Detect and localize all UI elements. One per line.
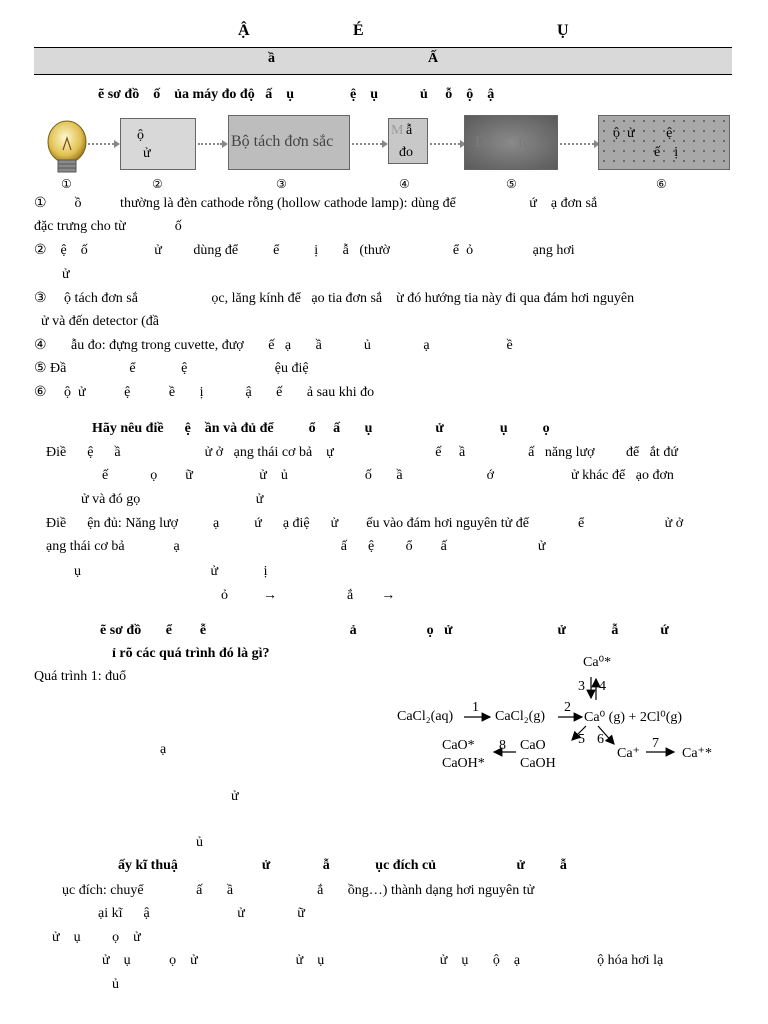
- scheme-cacl2-aq: CaCl₂(aq): [397, 709, 454, 724]
- q2-line-5: ạng thái cơ bả ạ ấ ệ ổ ấ ử: [46, 539, 546, 554]
- doc-title-part-3: Ụ: [557, 22, 569, 39]
- box-3-label: Bộ tách đơn sắc: [231, 133, 334, 150]
- q1-item-3-line-1: ③ ộ tách đơn sắ ọc, lăng kính để ạo tia đơn sắ ừ đó hướng tia này đi qua đám hơi nguyên: [34, 291, 635, 306]
- doc-title-part-1: Ậ: [238, 22, 250, 39]
- scheme-label-8: 8: [499, 738, 506, 753]
- diagram-number-6: ⑥: [656, 177, 667, 191]
- scheme-label-6: 6: [597, 732, 604, 747]
- q1-item-5: ⑤ Đầ ể ệ ệu điệ: [34, 361, 309, 376]
- q1-item-6: ⑥ ộ ử ệ ề ị ậ ế ả sau khi đo: [34, 385, 375, 400]
- diagram-number-2: ②: [152, 177, 163, 191]
- q1-item-4: ④ ẫu đo: đựng trong cuvette, đượ ế ạ ầ ủ ạ ề: [34, 338, 513, 353]
- question-3-heading: ẽ sơ đồ ể ễ ả ọ ử ử ẫ ứ: [100, 623, 669, 638]
- box-4-line-2: đo: [399, 145, 413, 160]
- section-banner-text-2: Ấ: [428, 51, 439, 66]
- diagram-number-3: ③: [276, 177, 287, 191]
- q4-line-5: ủ: [112, 977, 119, 992]
- scheme-ca0-excited: Ca⁰*: [583, 655, 612, 670]
- scheme-caoh: CaOH: [520, 756, 556, 771]
- box-2-line-1: ộ: [137, 128, 144, 143]
- box-2-line-2: ử: [143, 146, 151, 161]
- scheme-cao: CaO: [520, 738, 546, 753]
- scheme-ca0-2cl0: Ca⁰ (g) + 2Cl⁰(g): [584, 710, 683, 725]
- q4-line-2: ại kĩ ậ ử ữ: [98, 906, 305, 921]
- q3-line-1: Quá trình 1: đuổ: [34, 669, 127, 684]
- q2-line-6: ụ ử ị: [46, 564, 268, 579]
- q4-line-1: ục đích: chuyể ấ ầ ắ ồng…) thành dạng hơi nguyên tử: [62, 883, 535, 898]
- q1-item-1-line-1: ① ồ thường là đèn cathode rỗng (hollow cathode lamp): dùng để ứ ạ đơn sắ: [34, 196, 598, 211]
- q4-line-4: ử ụ ọ ử ử ụ ử ụ ộ ạ ộ hóa hơi lạ: [102, 953, 664, 968]
- diagram-number-1: ①: [61, 177, 72, 191]
- scheme-cao-excited: CaO*: [442, 738, 475, 753]
- q3-line-4: ủ: [196, 835, 203, 850]
- q3-line-2: ạ: [160, 742, 167, 757]
- q4-line-3: ử ụ ọ ử: [52, 930, 141, 945]
- scheme-label-1: 1: [472, 700, 479, 715]
- q2-line-3: ử và đó gọ ử: [46, 492, 264, 507]
- q1-item-2-line-2: ử: [34, 267, 70, 282]
- q1-item-2-line-1: ② ệ ố ử dùng để ể ị ẫ (thườ ể ỏ ạng hơi: [34, 243, 575, 258]
- scheme-label-5: 5: [578, 732, 585, 747]
- q2-line-1: Điề ệ ầ ử ở ạng thái cơ bả ự ế ầ ấ năng lượ để ắt đứ: [46, 445, 678, 460]
- scheme-label-3: 3: [578, 679, 585, 694]
- question-2-heading: Hãy nêu điề ệ ần và đủ để ổ ấ ụ ử ụ ọ: [92, 421, 550, 436]
- scheme-caoh-excited: CaOH*: [442, 756, 485, 771]
- box-5-label: Đ tơ: [475, 134, 532, 151]
- scheme-label-7: 7: [652, 736, 659, 751]
- question-3-heading-line-2: ỉ rõ các quá trình đó là gì?: [112, 646, 270, 661]
- q2-line-4: Điề ện đủ: Năng lượ ạ ứ ạ điệ ử ếu vào đám hơi nguyên tử để ể ử ở: [46, 516, 684, 531]
- doc-title-part-2: É: [353, 22, 364, 39]
- scheme-ca-plus-excited: Ca⁺*: [682, 746, 712, 761]
- scheme-label-2: 2: [564, 700, 571, 715]
- box-4-line-1: ẫ: [406, 123, 413, 138]
- q1-item-3-line-2: ử và đến detector (đầ: [34, 314, 159, 329]
- box-4-faint-letter: M: [391, 123, 404, 138]
- diagram-number-4: ④: [399, 177, 410, 191]
- q3-line-3: ử: [231, 789, 239, 804]
- scheme-ca-plus: Ca⁺: [617, 746, 640, 761]
- q2-line-2: ế ọ ữ ử ủ ố ầ ớ ử khác để ạo đơn: [46, 468, 674, 483]
- section-banner-text-1: ầ: [268, 51, 275, 66]
- question-1-heading: ẽ sơ đồ ố ủa máy đo độ ấ ụ ệ ụ ủ ỗ ộ ậ: [98, 87, 495, 102]
- box-6-line-1: ộ ử ệ: [613, 126, 673, 141]
- scheme-label-4: 4: [599, 679, 606, 694]
- q1-item-1-line-2: đặc trưng cho từ ố: [34, 219, 182, 234]
- scheme-cacl2-g: CaCl₂(g): [495, 709, 545, 724]
- box-6-line-2: ế ị: [654, 145, 679, 160]
- diagram-number-5: ⑤: [506, 177, 517, 191]
- question-4-heading: ấy kĩ thuậ ử ẫ ục đích củ ử ẫ: [118, 858, 567, 873]
- q2-line-7: ỏ → ắ →: [46, 588, 396, 603]
